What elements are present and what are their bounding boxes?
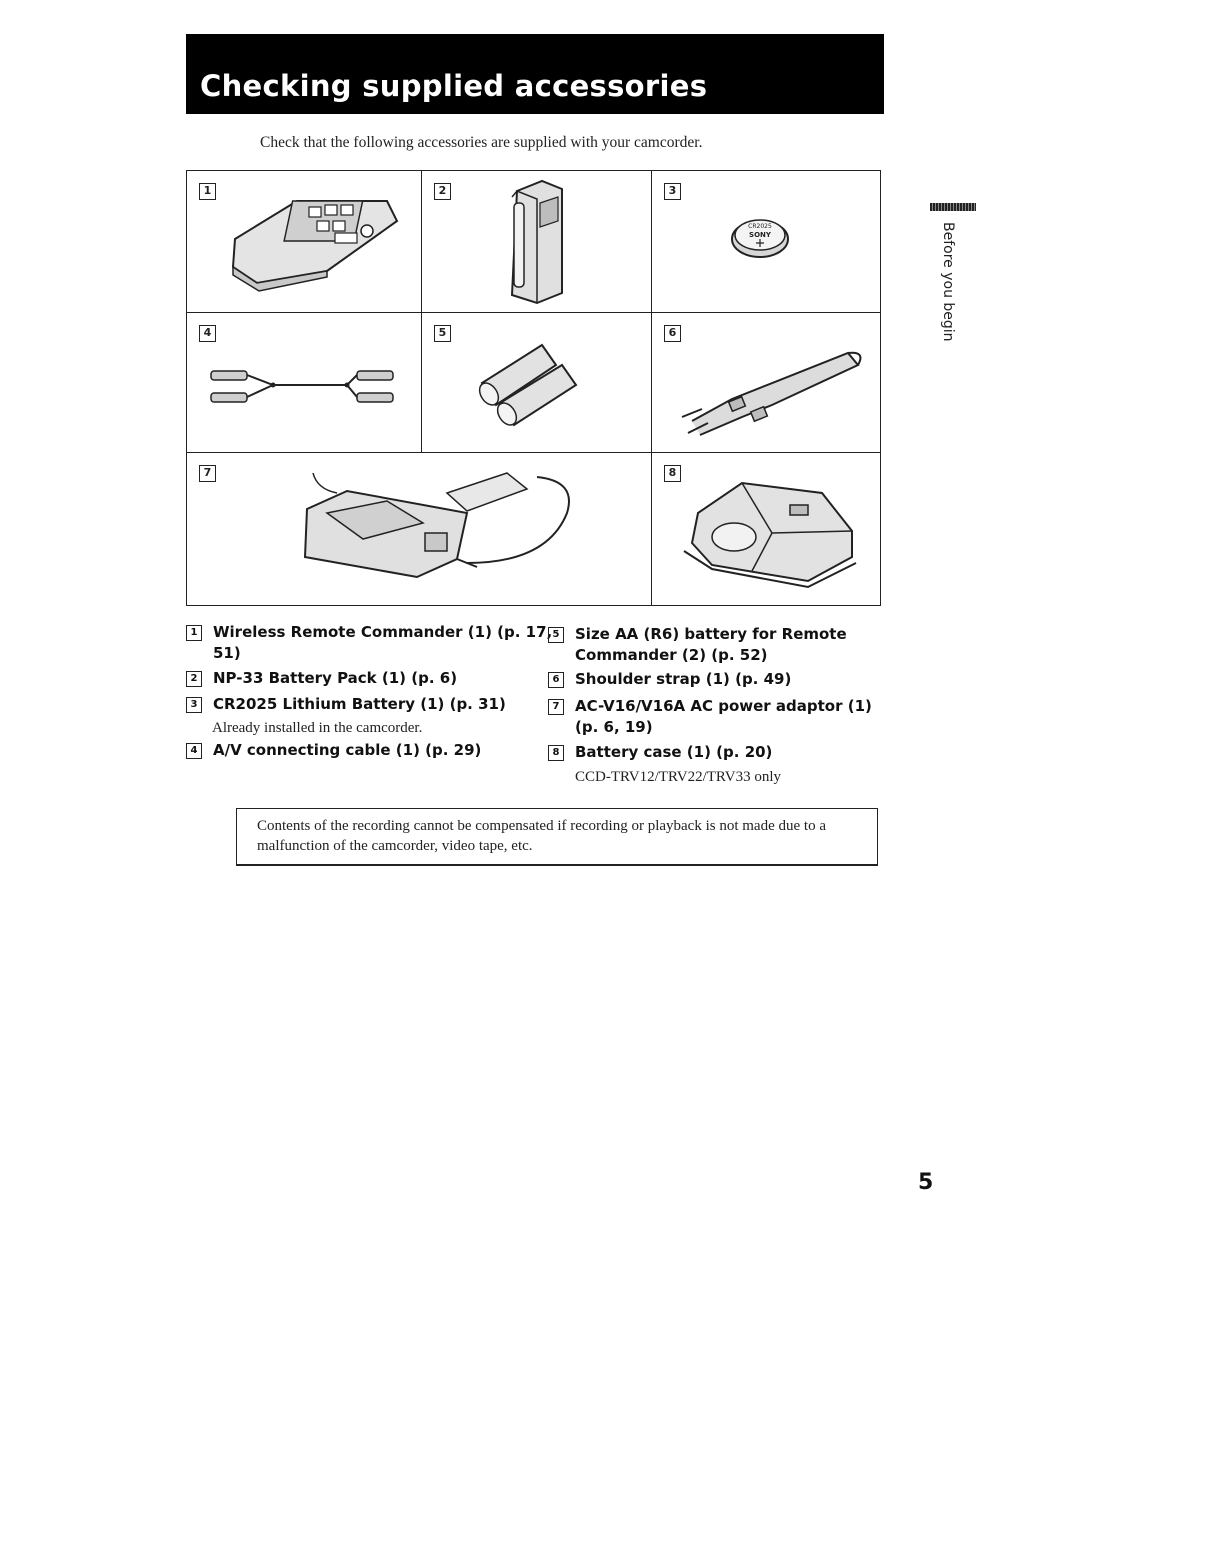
cell-number-7: 7: [199, 465, 216, 482]
accessory-cell-8: [651, 452, 881, 606]
av-cable-icon: [187, 313, 423, 454]
ac-adaptor-icon: [187, 453, 653, 607]
cell-number-4: 4: [199, 325, 216, 342]
item-number-2: 2: [186, 671, 202, 687]
cell-number-5: 5: [434, 325, 451, 342]
item-number-4: 4: [186, 743, 202, 759]
accessory-cell-2: [421, 170, 652, 313]
item-note-3: Already installed in the camcorder.: [212, 720, 423, 736]
battery-case-icon: [652, 453, 882, 607]
item-number-1: 1: [186, 625, 202, 641]
item-number-7: 7: [548, 699, 564, 715]
title-bar: [186, 34, 884, 114]
accessory-cell-4: [186, 312, 422, 453]
notice-box: [236, 808, 878, 866]
page-title: Checking supplied accessories: [200, 69, 708, 103]
item-text-3: CR2025 Lithium Battery (1) (p. 31): [213, 695, 506, 713]
remote-commander-icon: [187, 171, 423, 314]
item-text-7-cont: (p. 6, 19): [575, 718, 653, 736]
item-text-4: A/V connecting cable (1) (p. 29): [213, 741, 482, 759]
cell-number-8: 8: [664, 465, 681, 482]
section-tab-marker: [930, 203, 976, 211]
aa-batteries-icon: [422, 313, 653, 454]
item-text-5: Size AA (R6) battery for Remote: [575, 625, 847, 643]
battery-pack-icon: [422, 171, 653, 314]
item-text-2: NP-33 Battery Pack (1) (p. 6): [213, 669, 458, 687]
item-text-1: Wireless Remote Commander (1) (p. 17,: [213, 623, 553, 641]
accessories-grid: [186, 170, 881, 606]
section-tab-label: Before you begin: [940, 222, 956, 342]
notice-text: Contents of the recording cannot be compensated if recording or playback is not made due to a malfunction of the camcorder, video tape, etc.: [257, 818, 826, 854]
cell-number-3: 3: [664, 183, 681, 200]
shoulder-strap-icon: [652, 313, 882, 454]
cell-number-6: 6: [664, 325, 681, 342]
item-number-5: 5: [548, 627, 564, 643]
accessory-cell-3: [651, 170, 881, 313]
item-note-8: CCD-TRV12/TRV22/TRV33 only: [575, 769, 781, 785]
item-text-1-cont: 51): [213, 644, 241, 662]
item-text-5-cont: Commander (2) (p. 52): [575, 646, 768, 664]
item-text-7: AC-V16/V16A AC power adaptor (1): [575, 697, 872, 715]
lithium-battery-icon: [652, 171, 882, 314]
item-number-8: 8: [548, 745, 564, 761]
cell-number-1: 1: [199, 183, 216, 200]
battery-top-text: CR2025: [748, 223, 772, 230]
accessory-cell-1: [186, 170, 422, 313]
accessory-cell-7: [186, 452, 652, 606]
item-number-6: 6: [548, 672, 564, 688]
page-number: 5: [918, 1170, 934, 1195]
accessory-list: [186, 622, 876, 792]
item-text-8: Battery case (1) (p. 20): [575, 743, 773, 761]
accessory-cell-5: [421, 312, 652, 453]
item-number-3: 3: [186, 697, 202, 713]
battery-logo: SONY: [749, 231, 771, 239]
accessory-cell-6: [651, 312, 881, 453]
intro-text: Check that the following accessories are supplied with your camcorder.: [260, 134, 703, 151]
cell-number-2: 2: [434, 183, 451, 200]
item-text-6: Shoulder strap (1) (p. 49): [575, 670, 792, 688]
